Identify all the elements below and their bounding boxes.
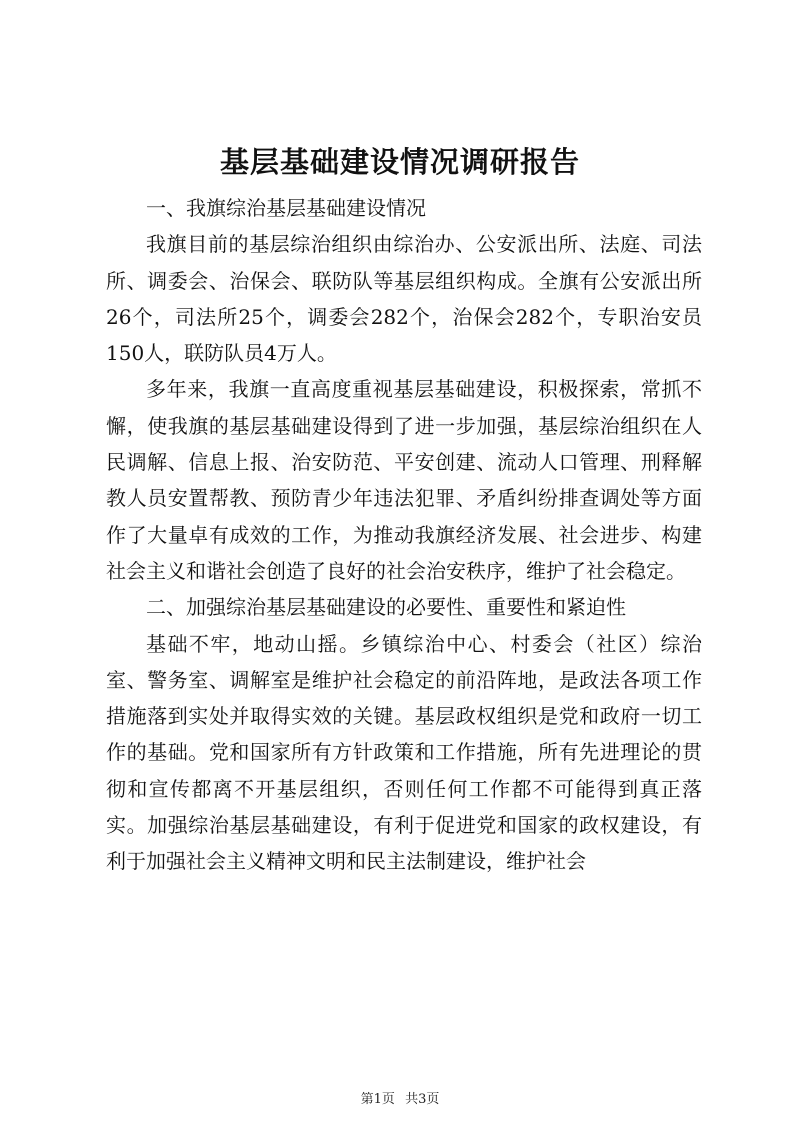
page-footer — [0, 1088, 800, 1107]
paragraph-3: 基础不牢，地动山摇。乡镇综治中心、村委会（社区）综治室、警务室、调解室是维护社会稳定的前沿阵地，是政法各项工作措施落到实处并取得实效的关键。基层政权组织是党和政府一切工作的基础。党和国家所有方针政策和工作措施，所有先进理论的贯彻和宣传都离不开基层组织，否则任何工作都不可能得到真正落实。加强综治基层基础建设，有利于促进党和国家的政权建设，有利于加强社会主义精神文明和民主法制建设，维护社会 — [106, 631, 702, 874]
paragraph-2: 多年来，我旗一直高度重视基层基础建设，积极探索，常抓不懈，使我旗的基层基础建设得到了进一步加强，基层综治组织在人民调解、信息上报、治安防范、平安创建、流动人口管理、刑释解教人员安置帮教、预防青少年违法犯罪、矛盾纠纷排查调处等方面作了大量卓有成效的工作，为推动我旗经济发展、社会进步、构建社会主义和谐社会创造了良好的社会治安秩序，维护了社会稳定。 — [106, 377, 702, 583]
document-title: 基层基础建设情况调研报告 — [219, 145, 580, 179]
page-number: 第1页 — [360, 1092, 395, 1107]
page-total: 共3页 — [405, 1092, 440, 1107]
document-body — [106, 190, 702, 880]
paragraph-1: 我旗目前的基层综治组织由综治办、公安派出所、法庭、司法所、调委会、治保会、联防队等基层组织构成。全旗有公安派出所26个，司法所25个，调委会282个，治保会282个，专职治安员150人，联防队员4万人。 — [106, 232, 702, 366]
section-heading-1: 一、我旗综治基层基础建设情况 — [146, 196, 426, 220]
section-heading-2: 二、加强综治基层基础建设的必要性、重要性和紧迫性 — [146, 595, 626, 620]
